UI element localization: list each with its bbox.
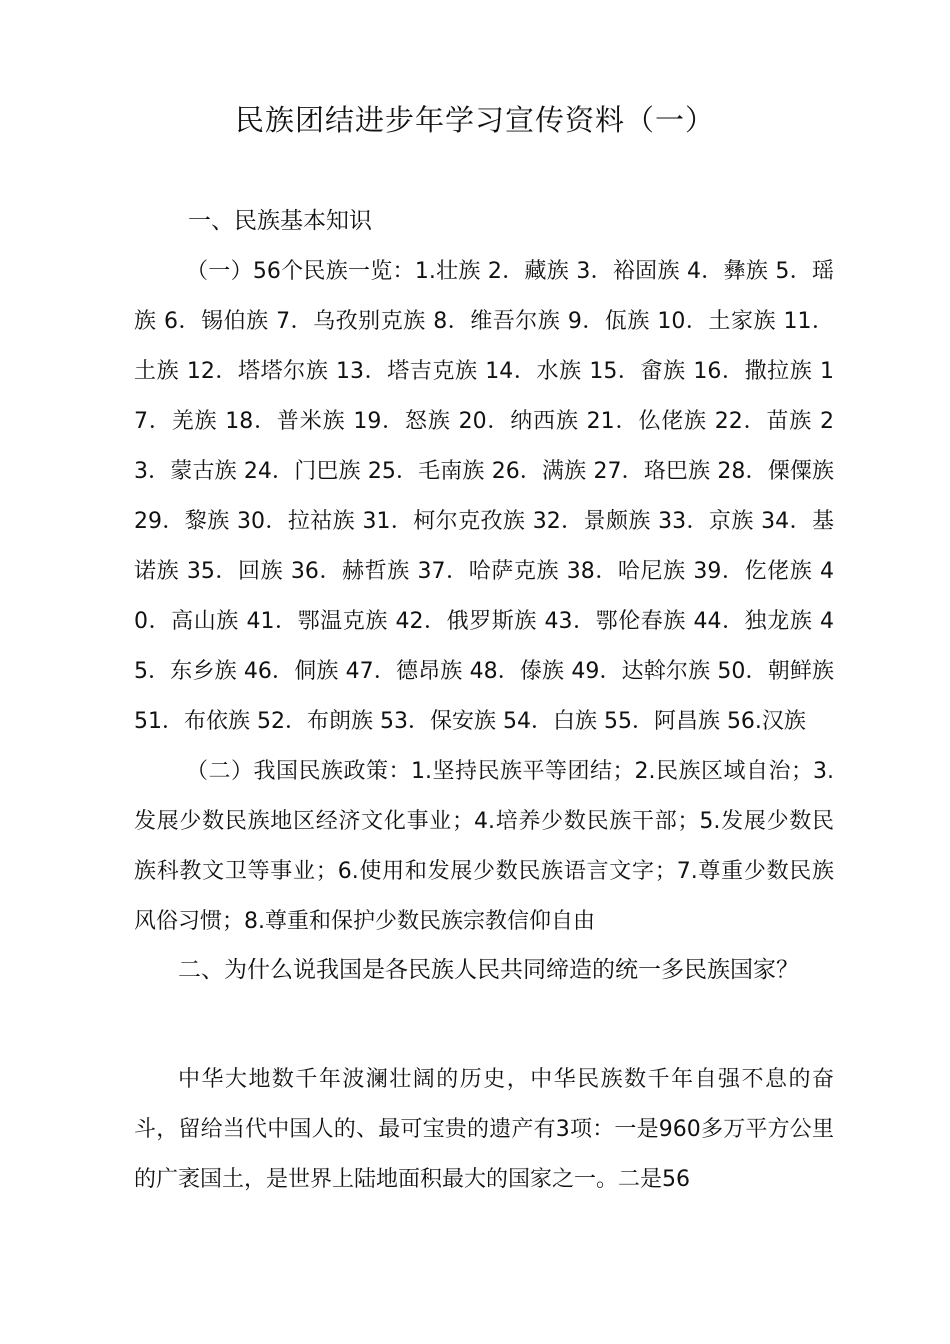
history-paragraph: 中华大地数千年波澜壮阔的历史，中华民族数千年自强不息的奋斗，留给当代中国人的、最可宝贵的遗产有3项：一是960多万平方公里的广袤国土，是世界上陆地面积最大的国家之一。二是56	[134, 1067, 834, 1192]
document-title: 民族团结进步年学习宣传资料（一）	[234, 103, 715, 137]
section-heading-unified-nation: 二、为什么说我国是各民族人民共同缔造的统一多民族国家？	[178, 957, 799, 983]
ethnic-groups-list-paragraph: （一）56个民族一览：1.壮族 2．藏族 3．裕固族 4．彝族 5．瑶族 6．锡伯族 7．乌孜别克族 8．维吾尔族 9．佤族 10．土家族 11．土族 12．塔塔尔族 13．塔吉克族 14．水族 15．畲族 16．撒拉族 17．羌族 18．普米族 19．怒族 20．纳西族 21．仫佬族 22．苗族 23．蒙古族 24．门巴族 25．毛南族 26．满族 27．珞巴族 28．傈僳族 29．黎族 30．拉祜族 31．柯尔克孜族 32．景颇族 33．京族 34．基诺族 35．回族 36．赫哲族 37．哈萨克族 38．哈尼族 39．仡佬族 40．高山族 41．鄂温克族 42．俄罗斯族 43．鄂伦春族 44．独龙族 45．东乡族 46．侗族 47．德昂族 48．傣族 49．达斡尔族 50．朝鲜族 51．布依族 52．布朗族 53．保安族 54．白族 55．阿昌族 56.汉族	[134, 259, 834, 734]
section-heading-basic-knowledge: 一、民族基本知识	[188, 208, 372, 234]
ethnic-policy-paragraph: （二）我国民族政策：1.坚持民族平等团结；2.民族区域自治；3.发展少数民族地区经济文化事业；4.培养少数民族干部；5.发展少数民族科教文卫等事业；6.使用和发展少数民族语言文字；7.尊重少数民族风俗习惯；8.尊重和保护少数民族宗教信仰自由	[134, 759, 834, 934]
